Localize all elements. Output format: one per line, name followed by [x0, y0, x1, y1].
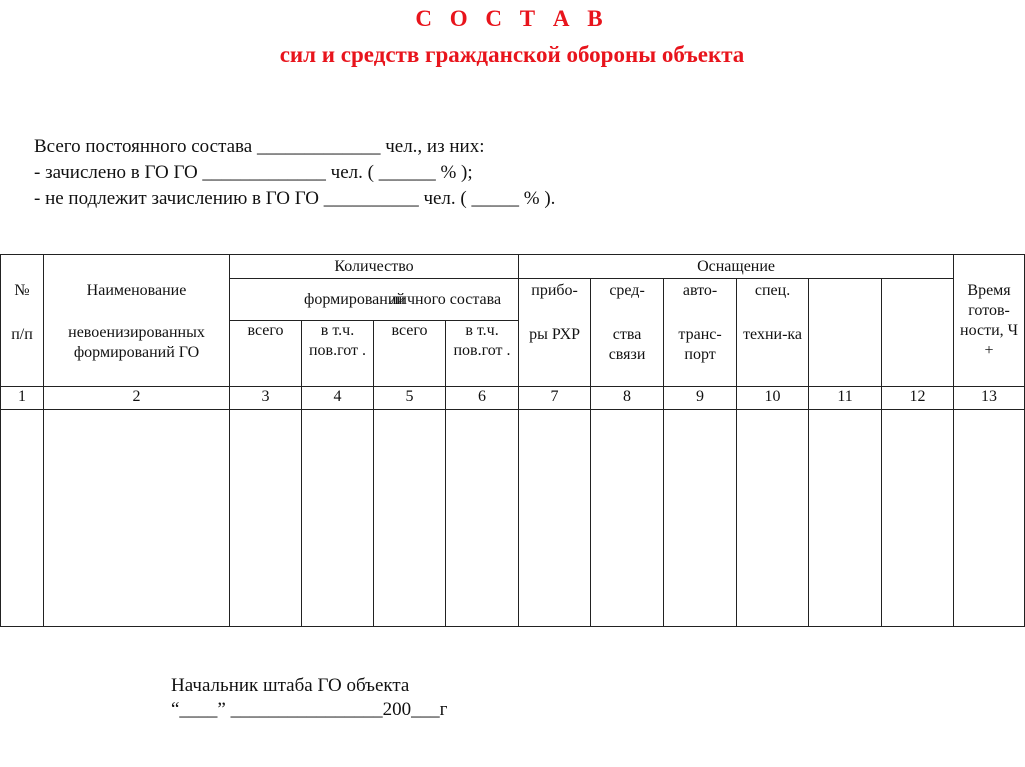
header-eq-comm-bottom: ства связи [608, 326, 646, 363]
summary-total-line: Всего постоянного состава _____________ чел., из них: [34, 136, 485, 157]
header-personnel-ready: в т.ч. пов.гот . [446, 321, 519, 387]
table-cell[interactable] [591, 410, 664, 627]
header-eq-devices-top: прибо- [531, 282, 578, 299]
column-number: 3 [230, 387, 302, 410]
document-subtitle: сил и средств гражданской обороны объекта [279, 42, 745, 67]
header-formations-ready: в т.ч. пов.гот . [302, 321, 374, 387]
header-eq-devices [519, 279, 591, 387]
header-eq-spec [737, 279, 809, 387]
header-group-equipment: Оснащение [519, 255, 954, 279]
table-cell[interactable] [737, 410, 809, 627]
header-eq-comm-top: сред- [609, 282, 645, 299]
header-name-bottom: невоенизированных формирований ГО [68, 324, 205, 361]
header-eq-spec-top: спец. [754, 282, 791, 299]
header-name [44, 255, 230, 387]
column-number: 2 [44, 387, 230, 410]
header-eq-comm [591, 279, 664, 387]
column-number: 13 [954, 387, 1025, 410]
header-eq-spec-bottom: техни-ка [743, 326, 803, 343]
column-number: 10 [737, 387, 809, 410]
header-readiness-time: Время готов-ности, Ч + [954, 255, 1025, 387]
signature-title: Начальник штаба ГО объекта [171, 675, 410, 696]
header-eq-auto [664, 279, 737, 387]
header-group-quantity: Количество [230, 255, 519, 279]
column-number: 8 [591, 387, 664, 410]
header-eq-auto-bottom: транс-порт [678, 326, 722, 363]
document-title: С О С Т А В [415, 6, 609, 31]
header-number-sign: № [14, 282, 30, 299]
column-number: 6 [446, 387, 519, 410]
header-row-number [1, 255, 44, 387]
table-cell[interactable] [44, 410, 230, 627]
table-cell[interactable] [446, 410, 519, 627]
header-eq-devices-bottom: ры РХР [529, 326, 581, 343]
column-number: 7 [519, 387, 591, 410]
header-personnel-total: всего [374, 321, 446, 387]
table-cell[interactable] [374, 410, 446, 627]
column-number: 1 [1, 387, 44, 410]
summary-enlisted-line: - зачислено в ГО ГО _____________ чел. ( ______ % ); [34, 162, 473, 183]
forms-table [0, 254, 1025, 627]
table-cell[interactable] [519, 410, 591, 627]
header-eq-auto-top: авто- [682, 282, 718, 299]
header-number-abbr: п/п [11, 326, 33, 343]
column-number: 9 [664, 387, 737, 410]
header-name-top: Наименование [86, 282, 187, 299]
table-cell[interactable] [302, 410, 374, 627]
column-number: 12 [882, 387, 954, 410]
table-cell[interactable] [1, 410, 44, 627]
table-cell[interactable] [954, 410, 1025, 627]
table-cell[interactable] [809, 410, 882, 627]
header-formations-total: всего [230, 321, 302, 387]
column-number: 5 [374, 387, 446, 410]
column-number: 4 [302, 387, 374, 410]
column-number-row [1, 387, 1025, 410]
header-eq-blank-11 [809, 279, 882, 387]
header-formations: формирований [230, 279, 374, 321]
table-cell[interactable] [230, 410, 302, 627]
header-personnel: личного состава [374, 279, 519, 321]
personnel-summary [34, 134, 555, 212]
table-cell[interactable] [882, 410, 954, 627]
table-cell[interactable] [664, 410, 737, 627]
header-eq-blank-12 [882, 279, 954, 387]
table-body-row [1, 410, 1025, 627]
signature-date-line: “____” ________________200___г [171, 699, 448, 720]
column-number: 11 [809, 387, 882, 410]
signature-block [171, 674, 447, 722]
summary-not-enlisted-line: - не подлежит зачислению в ГО ГО __________ чел. ( _____ % ). [34, 188, 556, 209]
